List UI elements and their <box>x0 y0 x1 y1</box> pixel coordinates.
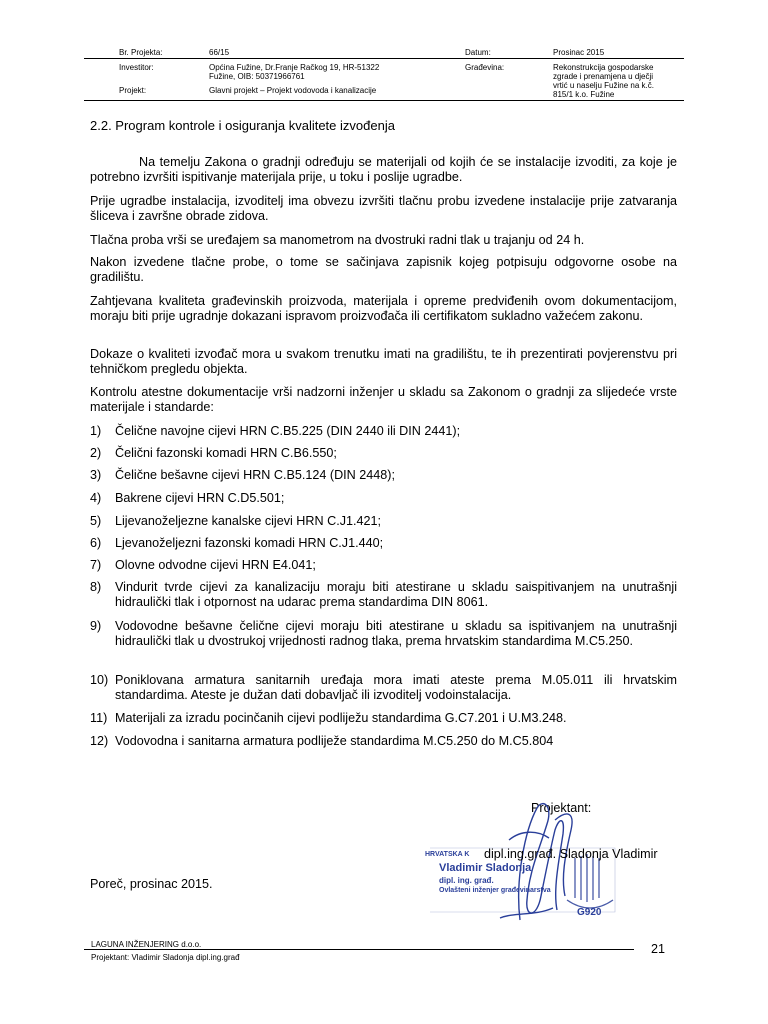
list-item-number: 4) <box>90 491 102 505</box>
project-number-value: 66/15 <box>209 48 230 57</box>
list-item-text: Vodovodne bešavne čelične cijevi moraju biti atestirane u skladu sa ispitivanjem na unutrašnji hidraulički tlak u dvostrukoj vrijednosti radnog tlaka, prema hrvatskim standardima M.C5.250. <box>115 619 677 648</box>
section-title: 2.2. Program kontrole i osiguranja kvalitete izvođenja <box>90 118 395 133</box>
stamp-line-1: HRVATSKA K <box>425 851 470 858</box>
stamp-and-signature <box>425 800 625 925</box>
project-label: Projekt: <box>119 86 147 95</box>
projektant-label: Projektant: <box>531 801 592 815</box>
list-item-text: Bakrene cijevi HRN C.D5.501; <box>115 491 285 505</box>
paragraph-3: Tlačna proba vrši se uređajem sa manometrom na dvostruki radni tlak u trajanju od 24 h. <box>90 233 585 247</box>
project-number-label: Br. Projekta: <box>119 48 163 57</box>
paragraph-1: Na temelju Zakona o gradnji određuju se materijali od kojih će se instalacije izvoditi, za koje je potrebno izvršiti ispitivanje materijala prije, u toku i poslije ugradbe. <box>90 155 677 184</box>
list-item-text: Vindurit tvrde cijevi za kanalizaciju moraju biti atestirane u skladu saispitivanjem na unutrašnji hidraulički tlak i otpornost na udarac prema standardima DIN 8061. <box>115 580 677 609</box>
stamp-number: G920 <box>577 907 602 918</box>
list-item-number: 10) <box>90 673 109 687</box>
date-label: Datum: <box>465 48 491 57</box>
footer-designer: Projektant: Vladimir Sladonja dipl.ing.građ <box>91 953 240 962</box>
list-item-number: 11) <box>90 711 108 725</box>
list-item-number: 9) <box>90 619 102 633</box>
footer-company: LAGUNA INŽENJERING d.o.o. <box>91 940 202 949</box>
page-number: 21 <box>651 942 666 956</box>
place-and-date: Poreč, prosinac 2015. <box>90 877 213 891</box>
investor-line-2: Fužine, OIB: 50371966761 <box>209 72 305 81</box>
list-item-number: 7) <box>90 558 102 572</box>
list-item-text: Poniklovana armatura sanitarnih uređaja mora imati ateste prema M.05.011 ili hrvatskim standardima. Ateste je dužan dati dobavljač ili izvoditelj vodoinstalacija. <box>115 673 677 702</box>
header-rule-top <box>84 58 684 59</box>
list-item-text: Čelične bešavne cijevi HRN C.B5.124 (DIN 2448); <box>115 468 395 482</box>
list-item-text: Vodovodna i sanitarna armatura podliježe standardima M.C5.250 do M.C5.804 <box>115 734 554 748</box>
paragraph-5: Zahtjevana kvaliteta građevinskih proizvoda, materijala i opreme predviđenih ovom dokumentacijom, moraju biti prije ugradnje dokazani ispravom proizvođača ili certifikatom sukladno važećem zakonu. <box>90 294 677 323</box>
stamp-line-4: Ovlašteni inženjer građevinarstva <box>439 887 551 894</box>
project-value: Glavni projekt – Projekt vodovoda i kanalizacije <box>209 86 377 95</box>
date-value: Prosinac 2015 <box>553 48 605 57</box>
header-rule-bottom <box>84 100 684 101</box>
list-item-text: Čelični fazonski komadi HRN C.B6.550; <box>115 446 337 460</box>
building-line-4: 815/1 k.o. Fužine <box>553 90 615 99</box>
list-item-text: Materijali za izradu pocinčanih cijevi podliježu standardima G.C7.201 i U.M3.248. <box>115 711 567 725</box>
list-item-number: 8) <box>90 580 102 594</box>
investor-line-1: Općina Fužine, Dr.Franje Račkog 19, HR-51322 <box>209 63 380 72</box>
investor-label: Investitor: <box>119 63 154 72</box>
paragraph-4: Nakon izvedene tlačne probe, o tome se sačinjava zapisnik kojeg potpisuju odgovorne osobe na gradilištu. <box>90 255 677 284</box>
paragraph-2: Prije ugradbe instalacija, izvoditelj ima obvezu izvršiti tlačnu probu izvedene instalacije prije zatvaranja šliceva i završne obrade zidova. <box>90 194 677 223</box>
list-item-text: Ljevanoželjezni fazonski komadi HRN C.J1.440; <box>115 536 384 550</box>
list-item-text: Čelične navojne cijevi HRN C.B5.225 (DIN 2440 ili DIN 2441); <box>115 424 461 438</box>
building-line-3: vrtić u naselju Fužine na k.č. <box>553 81 654 90</box>
footer-rule <box>84 949 634 950</box>
stamp-line-2: Vladimir Sladonja <box>439 862 532 874</box>
list-item-number: 12) <box>90 734 109 748</box>
stamp-line-3: dipl. ing. građ. <box>439 876 494 885</box>
list-item-number: 3) <box>90 468 102 482</box>
paragraph-6: Dokaze o kvaliteti izvođač mora u svakom trenutku imati na gradilištu, te ih prezentirati povjerenstvu pri tehničkom pregledu objekta. <box>90 347 677 376</box>
list-item-text: Olovne odvodne cijevi HRN E4.041; <box>115 558 316 572</box>
paragraph-7: Kontrolu atestne dokumentacije vrši nadzorni inženjer u skladu sa Zakonom o gradnji za slijedeće vrste materijale i standarde: <box>90 385 677 414</box>
list-item-number: 2) <box>90 446 102 460</box>
list-item-number: 6) <box>90 536 102 550</box>
building-line-2: zgrade i prenamjena u dječji <box>553 72 654 81</box>
list-item-number: 1) <box>90 424 102 438</box>
building-label: Građevina: <box>465 63 505 72</box>
designer-name: dipl.ing.građ. Sladonja Vladimir <box>484 847 658 861</box>
list-item-number: 5) <box>90 514 102 528</box>
building-line-1: Rekonstrukcija gospodarske <box>553 63 654 72</box>
list-item-text: Lijevanoželjezne kanalske cijevi HRN C.J1.421; <box>115 514 381 528</box>
